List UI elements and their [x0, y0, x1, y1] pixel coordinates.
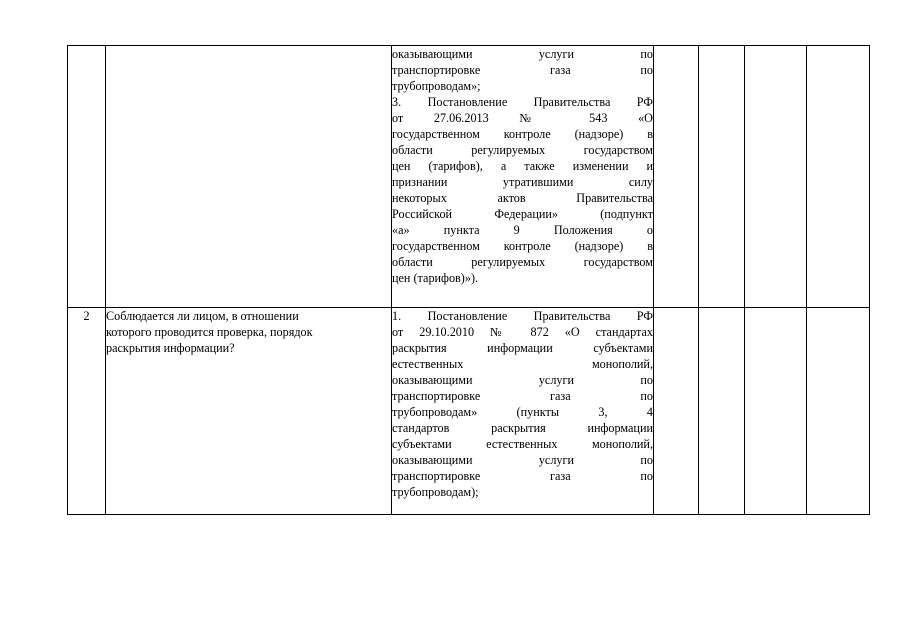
reference-line: области регулируемых государством — [392, 143, 653, 157]
reference-cell — [392, 46, 654, 308]
reference-line: «а» пункта 9 Положения о — [392, 223, 653, 237]
reference-line: трубопроводам» (пункты 3, 4 — [392, 405, 653, 419]
reference-cell — [392, 308, 654, 515]
question-line: которого проводится проверка, порядок — [106, 325, 313, 339]
table-row — [68, 46, 870, 308]
reference-line: от 27.06.2013 № 543 «О — [392, 111, 653, 125]
reference-line: оказывающими услуги по — [392, 373, 653, 387]
answer-cell-no[interactable] — [699, 308, 745, 515]
answer-cell-not-applicable[interactable] — [745, 46, 807, 308]
reference-line: от 29.10.2010 № 872 «О стандартах — [392, 325, 653, 339]
question-cell — [106, 308, 392, 515]
table-row — [68, 308, 870, 515]
answer-cell-note[interactable] — [807, 46, 870, 308]
reference-line: субъектами естественных монополий, — [392, 437, 653, 451]
checklist-table-body — [68, 46, 870, 515]
reference-line: естественных монополий, — [392, 357, 653, 371]
reference-line: транспортировке газа по — [392, 469, 653, 483]
reference-line: цен (тарифов), а также изменении и — [392, 159, 653, 173]
reference-line: трубопроводам); — [392, 485, 479, 499]
answer-cell-note[interactable] — [807, 308, 870, 515]
reference-line: области регулируемых государством — [392, 255, 653, 269]
row-number-cell — [68, 46, 106, 308]
reference-line: трубопроводам»; — [392, 79, 481, 93]
reference-line: Российской Федерации» (подпункт — [392, 207, 653, 221]
reference-line: 1. Постановление Правительства РФ — [392, 309, 653, 323]
reference-line: некоторых актов Правительства — [392, 191, 653, 205]
reference-line: признании утратившими силу — [392, 175, 653, 189]
row-number-cell: 2 — [68, 308, 106, 515]
answer-cell-not-applicable[interactable] — [745, 308, 807, 515]
checklist-table — [67, 45, 870, 515]
reference-line: транспортировке газа по — [392, 63, 653, 77]
reference-line: оказывающими услуги по — [392, 453, 653, 467]
reference-line: стандартов раскрытия информации — [392, 421, 653, 435]
answer-cell-yes[interactable] — [654, 46, 699, 308]
question-line: раскрытия информации? — [106, 341, 235, 355]
reference-line: государственном контроле (надзоре) в — [392, 127, 653, 141]
answer-cell-yes[interactable] — [654, 308, 699, 515]
reference-line: раскрытия информации субъектами — [392, 341, 653, 355]
reference-line: 3. Постановление Правительства РФ — [392, 95, 653, 109]
reference-line: транспортировке газа по — [392, 389, 653, 403]
reference-line: государственном контроле (надзоре) в — [392, 239, 653, 253]
answer-cell-no[interactable] — [699, 46, 745, 308]
question-line: Соблюдается ли лицом, в отношении — [106, 309, 299, 323]
question-cell — [106, 46, 392, 308]
reference-line: оказывающими услуги по — [392, 47, 653, 61]
reference-line: цен (тарифов)»). — [392, 271, 479, 285]
